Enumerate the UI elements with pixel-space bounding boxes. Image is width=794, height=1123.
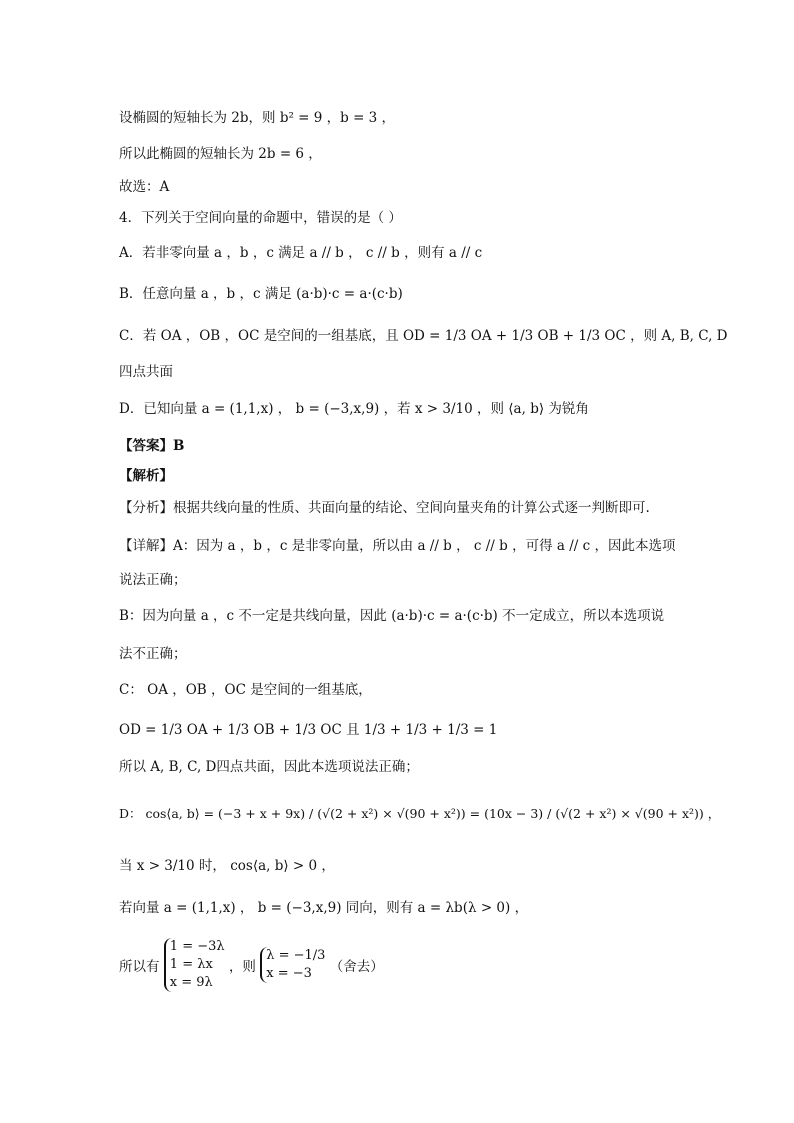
detail-b: B：因为向量 a ，c 不一定是共线向量，因此 (a·b)·c = a·(c·b) 不一定成立，所以本选项说 [119, 608, 665, 624]
text-line-2: 所以此椭圆的短轴长为 2b = 6 ， [119, 146, 322, 162]
system-1-row-3: x = 9λ [169, 975, 213, 990]
option-b: B．任意向量 a ，b ，c 满足 (a·b)·c = a·(c·b) [119, 286, 403, 302]
system-discard: （舍去） [329, 959, 384, 975]
answer-label: 【答案】B [119, 438, 185, 454]
system-2-row-2: x = −3 [266, 966, 312, 981]
detail-a-cont: 说法正确； [119, 572, 187, 588]
question-4: 4．下列关于空间向量的命题中，错误的是（ ） [119, 210, 402, 226]
system-then: ，则 [228, 959, 256, 975]
option-c-cont: 四点共面 [119, 364, 173, 380]
analysis-heading: 【解析】 [119, 468, 173, 484]
system-2-row-1: λ = −1/3 [266, 948, 326, 963]
system-1-row-2: 1 = λx [169, 957, 213, 972]
detail-a: 【详解】A：因为 a ，b ，c 是非零向量，所以由 a // b ， c // b ，可得 a // c ，因此本选项 [119, 538, 676, 554]
detail-d-condition: 当 x > 3/10 时， cos⟨a, b⟩ > 0 ， [119, 858, 335, 874]
detail-d-same-direction: 若向量 a = (1,1,x) ， b = (−3,x,9) 同向，则有 a = λb(λ > 0) ， [119, 900, 529, 916]
analysis-text: 【分析】根据共线向量的性质、共面向量的结论、空间向量夹角的计算公式逐一判断即可. [119, 500, 650, 516]
option-c: C．若 OA ，OB ，OC 是空间的一组基底，且 OD = 1/3 OA + 1/3 OB + 1/3 OC ，则 A, B, C, D [119, 328, 728, 344]
option-a: A．若非零向量 a ，b ，c 满足 a // b ， c // b ，则有 a // c [119, 245, 483, 261]
system-1-row-1: 1 = −3λ [169, 939, 225, 954]
detail-c-equation: OD = 1/3 OA + 1/3 OB + 1/3 OC 且 1/3 + 1/3 + 1/3 = 1 [119, 722, 498, 738]
detail-c-conclusion: 所以 A, B, C, D四点共面，因此本选项说法正确； [119, 759, 419, 775]
system-intro: 所以有 [119, 959, 160, 975]
text-line-3: 故选：A [119, 179, 170, 195]
system-equations-2 [260, 947, 325, 983]
detail-d-system-line [119, 938, 684, 992]
text-line-1: 设椭圆的短轴长为 2b，则 b² = 9 ，b = 3 ， [119, 110, 396, 126]
system-equations-1 [164, 938, 225, 992]
detail-c: C： OA ，OB ，OC 是空间的一组基底， [119, 682, 372, 698]
detail-b-cont: 法不正确； [119, 646, 187, 662]
option-d: D．已知向量 a = (1,1,x) ， b = (−3,x,9) ，若 x > 3/10 ，则 ⟨a, b⟩ 为锐角 [119, 401, 589, 417]
detail-d-cos: D： cos⟨a, b⟩ = (−3 + x + 9x) / (√(2 + x²) × √(90 + x²)) = (10x − 3) / (√(2 + x²) × √(90 + x²)) ， [119, 806, 721, 821]
